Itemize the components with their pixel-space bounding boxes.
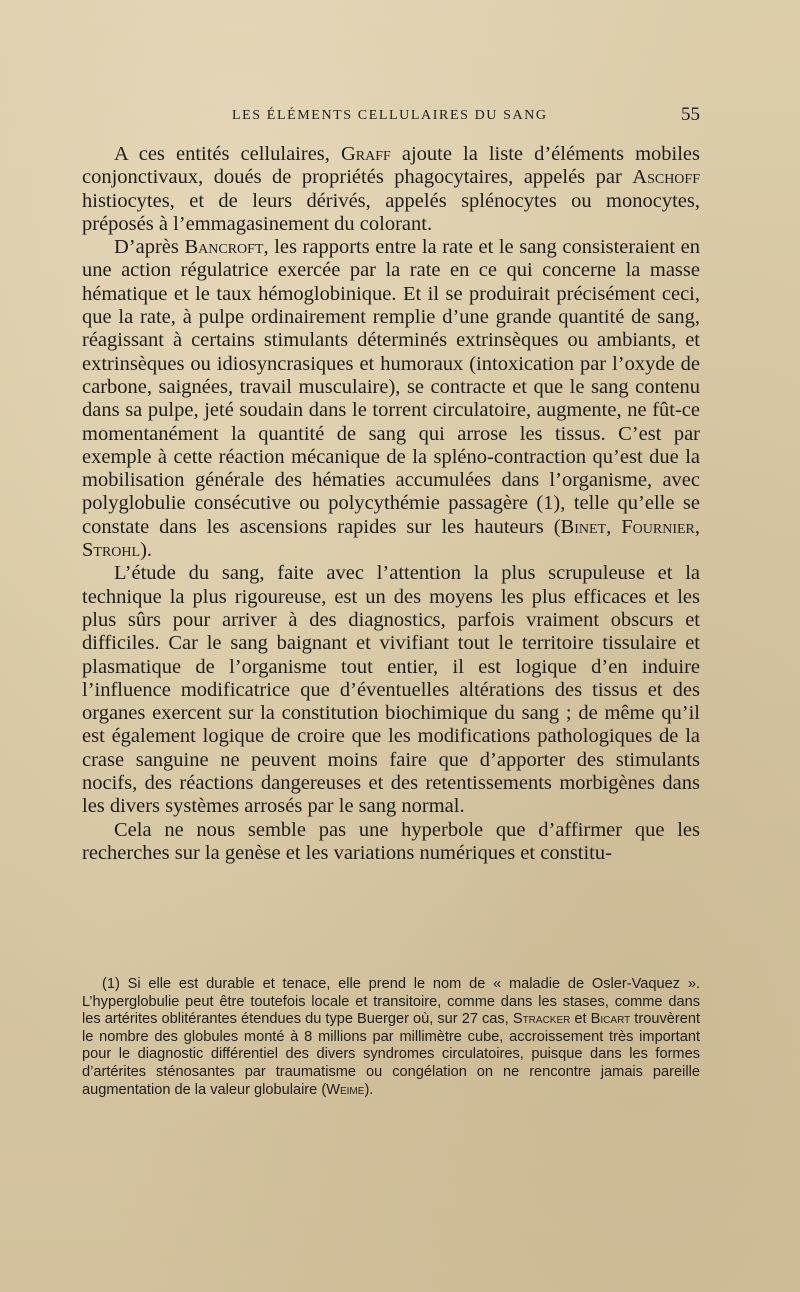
text-run: A ces entités cellulaires, xyxy=(114,143,341,165)
text-run: ). xyxy=(140,539,153,562)
author-name: Bancroft xyxy=(184,236,264,259)
text-run: , xyxy=(694,515,700,538)
author-name: Strohl xyxy=(82,539,141,562)
text-run: , les rapports entre la rate et le sang consisteraient en une action régulatrice exercée par la rate en ce qui concerne la masse hématique et le taux hémoglobinique. Et il se produirait précisément ceci, que la rate, à pulpe ordinairement remplie d’une grande quantité de sang, réagissant à certains stimulants déterminés extrinsèques ou ambiants, et extrinsèques ou idiosyncrasiques et humoraux (intoxication par l’oxyde de carbone, saignées, travail musculaire), se contracte et que le sang contenu dans sa pulpe, jeté soudain dans le torrent circulatoire, augmente, ne fût-ce momentanément la quantité de sang qui arrose les tissus. C’est par exemple à cette réaction mécanique de la spléno-contraction qu’est due la mobilisation générale des hématies accumulées dans l’organisme, avec polyglobulie consécutive ou polycythémie passagère (1), telle qu’elle se constate dans les ascensions rapides sur les hauteurs ( xyxy=(82,236,700,538)
paragraph xyxy=(82,143,700,236)
author-name: Graff xyxy=(340,143,391,165)
author-name: Bicart xyxy=(590,1011,631,1028)
text-run: ajoute la liste d’éléments mobiles conjonctivaux, doués de propriétés phagocytaires, appelés par xyxy=(82,143,700,189)
text-run: , xyxy=(606,515,622,538)
author-name: Aschoff xyxy=(632,166,700,189)
body-text xyxy=(82,143,700,865)
text-run: Cela ne nous semble pas une hyperbole que d’affirmer que les recherches sur la genèse et les variations numériques et constitu- xyxy=(82,818,700,864)
author-name: Stracker xyxy=(512,1011,571,1028)
text-run: ). xyxy=(364,1081,374,1098)
author-name: Binet xyxy=(560,515,607,538)
text-run: histiocytes, et de leurs dérivés, appelés splénocytes ou monocytes, préposés à l’emmagasinement du colorant. xyxy=(82,189,700,235)
paragraph xyxy=(82,562,700,818)
running-title: LES ÉLÉMENTS CELLULAIRES DU SANG xyxy=(232,108,548,123)
author-name: Fournier xyxy=(621,515,695,538)
text-run: et xyxy=(570,1011,591,1028)
page-number: 55 xyxy=(681,104,700,125)
running-head xyxy=(82,104,700,130)
footnote xyxy=(82,976,700,1099)
text-run: trouvèrent le nombre des globules monté à 8 millions par millimètre cube, accroissement très important pour le diagnostic différentiel des divers syndromes circulatoires, puisque dans les formes d’artérites sténosantes par traumatisme ou congélation on ne rencontre jamais pareille augmentation de la valeur globulaire ( xyxy=(82,1011,701,1098)
text-run: (1) Si elle est durable et tenace, elle prend le nom de « maladie de Osler-Vaquez ». L’hyperglobulie peut être toutefois locale et transitoire, comme dans les stases, comme dans les artérites oblitérantes étendues du type Buerger où, sur 27 cas, xyxy=(82,976,700,1028)
author-name: Weime xyxy=(326,1081,365,1098)
paragraph xyxy=(82,236,700,562)
paragraph xyxy=(82,819,700,866)
text-run: L’étude du sang, faite avec l’attention la plus scrupuleuse et la technique la plus rigoureuse, est un des moyens les plus efficaces et les plus sûrs pour arriver à des diagnostics, parfois vraiment obscurs et difficiles. Car le sang baignant et vivifiant tout le territoire tissulaire et plasmatique de l’organisme tout entier, il est logique d’en induire l’influence modificatrice que d’éventuelles altérations des tissus et des organes exercent sur la constitution biochimique du sang ; de même qu’il est également logique de croire que les modifications pathologiques de la crase sanguine ne peuvent moins faire que d’apporter des stimulants nocifs, des réactions dangereuses et des retentissements morbigènes dans les divers systèmes arrosés par le sang normal. xyxy=(82,562,700,818)
text-run: D’après xyxy=(114,236,185,259)
